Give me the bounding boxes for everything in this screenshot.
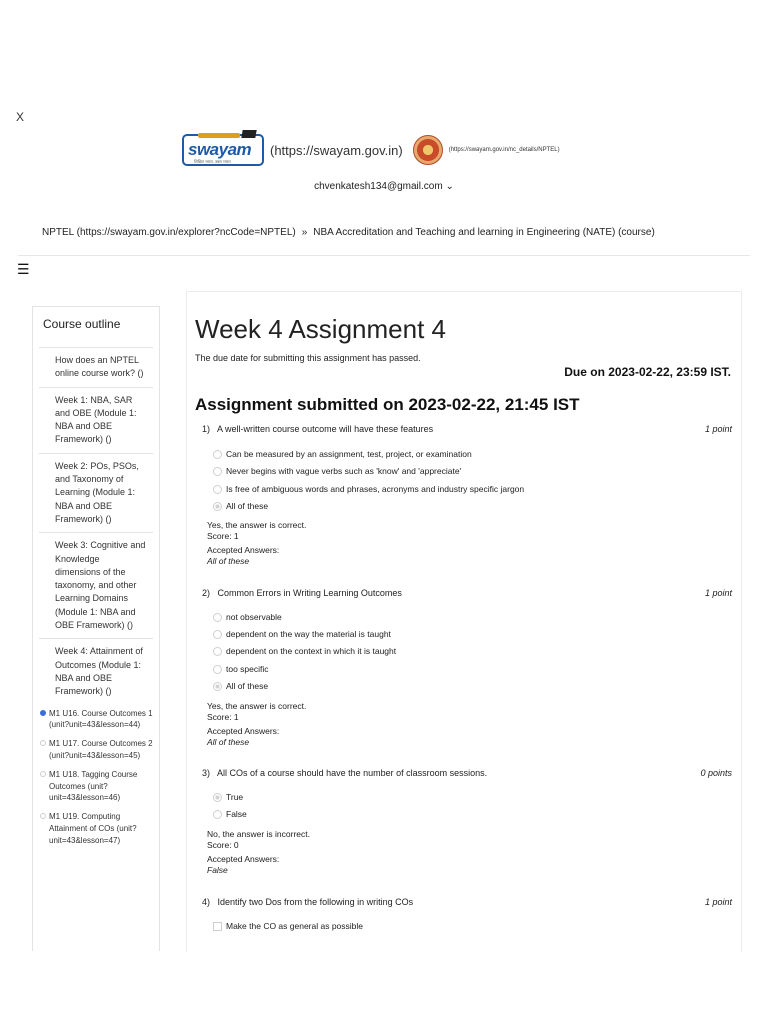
sidebar-subitem-m1-u17[interactable]: [33, 735, 159, 766]
sidebar-subitem-label: M1 U16. Course Outcomes 1 (unit?unit=43&lesson=44): [49, 708, 153, 730]
option-label: too specific: [226, 664, 269, 674]
question-4-header: [202, 897, 732, 907]
radio-icon: [213, 665, 222, 674]
question-3-option-2[interactable]: [213, 809, 247, 819]
answer-score: Score: 0: [207, 840, 239, 850]
sidebar-item-week-1[interactable]: Week 1: NBA, SAR and OBE (Module 1: NBA and OBE Framework) (): [39, 388, 153, 454]
accepted-answer: All of these: [207, 556, 250, 566]
breadcrumb-course[interactable]: NBA Accreditation and Teaching and learning in Engineering (NATE) (course): [313, 227, 655, 238]
course-outline-sidebar: [32, 306, 160, 951]
question-points: 0 points: [700, 768, 732, 778]
swayam-logo-word: swayam: [188, 140, 252, 159]
question-3-header: [202, 768, 732, 778]
option-label: False: [226, 809, 247, 819]
question-points: 1 point: [704, 897, 732, 907]
option-label: Can be measured by an assignment, test, project, or examination: [226, 449, 472, 459]
radio-icon: [213, 647, 222, 656]
question-3-feedback: [207, 829, 310, 876]
unit-dot-icon: [40, 813, 46, 819]
page-title: Week 4 Assignment 4: [195, 314, 446, 344]
question-3-option-1[interactable]: [213, 792, 243, 802]
question-number: 3): [202, 768, 211, 778]
question-2-option-1[interactable]: [213, 612, 282, 622]
radio-selected-icon: [213, 502, 222, 511]
question-text: Common Errors in Writing Learning Outcomes: [217, 588, 402, 598]
course-outline-title: Course outline: [43, 317, 121, 331]
question-2-option-3[interactable]: [213, 646, 396, 656]
answer-result: No, the answer is incorrect.: [207, 829, 310, 839]
radio-icon: [213, 613, 222, 622]
checkbox-icon: [213, 922, 222, 931]
question-1-feedback: [207, 520, 306, 567]
option-label: All of these: [226, 501, 269, 511]
question-2-option-5[interactable]: [213, 681, 268, 691]
option-label: dependent on the context in which it is taught: [226, 646, 397, 656]
breadcrumb: [42, 227, 655, 238]
close-button[interactable]: X: [16, 110, 25, 124]
chevron-down-icon: ⌄: [445, 181, 454, 192]
sidebar-subitem-m1-u16[interactable]: [33, 705, 159, 736]
radio-selected-icon: [213, 793, 222, 802]
question-2-option-2[interactable]: [213, 629, 391, 639]
unit-dot-icon: [40, 740, 46, 746]
header-divider: [18, 255, 750, 256]
sidebar-subitem-m1-u18[interactable]: [33, 766, 159, 808]
nptel-logo[interactable]: [413, 135, 443, 165]
radio-icon: [213, 467, 222, 476]
swayam-logo-band: [198, 133, 240, 138]
sidebar-subitem-label: M1 U19. Computing Attainment of COs (unit?unit=43&lesson=47): [49, 812, 137, 845]
answer-result: Yes, the answer is correct.: [207, 701, 307, 711]
active-unit-dot-icon: [40, 710, 46, 716]
radio-icon: [213, 450, 222, 459]
course-outline-list: [39, 347, 153, 705]
answer-result: Yes, the answer is correct.: [207, 520, 307, 530]
answer-score: Score: 1: [207, 712, 239, 722]
question-number: 2): [202, 588, 211, 598]
user-email: chvenkatesh134@gmail.com: [314, 181, 443, 192]
due-date: Due on 2023-02-22, 23:59 IST.: [564, 365, 731, 379]
user-email-dropdown[interactable]: [314, 181, 454, 192]
option-label: dependent on the way the material is taught: [226, 629, 391, 639]
sidebar-subitem-label: M1 U18. Tagging Course Outcomes (unit?unit=43&lesson=46): [49, 769, 138, 803]
sidebar-item-course-work[interactable]: How does an NPTEL online course work? (): [39, 348, 153, 388]
question-points: 1 point: [704, 424, 732, 434]
answer-score: Score: 1: [207, 531, 239, 541]
option-label: Never begins with vague verbs such as 'know' and 'appreciate': [226, 466, 462, 476]
question-text: All COs of a course should have the number of classroom sessions.: [217, 768, 488, 778]
accepted-answer: All of these: [207, 737, 250, 747]
sidebar-item-week-4[interactable]: Week 4: Attainment of Outcomes (Module 1: NBA and OBE Framework) (): [55, 646, 143, 697]
radio-icon: [213, 630, 222, 639]
breadcrumb-separator: »: [301, 227, 308, 238]
nptel-link[interactable]: (https://swayam.gov.in/nc_details/NPTEL): [448, 147, 560, 153]
question-text: A well-written course outcome will have these features: [217, 424, 434, 434]
question-points: 1 point: [704, 588, 732, 598]
hamburger-menu-icon[interactable]: ☰: [17, 261, 30, 277]
radio-selected-icon: [213, 682, 222, 691]
option-label: True: [226, 792, 244, 802]
option-label: Make the CO as general as possible: [226, 921, 364, 931]
unit-dot-icon: [40, 771, 46, 777]
question-1-header: [202, 424, 732, 434]
assignment-panel: [186, 291, 742, 952]
sidebar-item-week-3[interactable]: Week 3: Cognitive and Knowledge dimensions of the taxonomy, and other Learning Domains (Module 1: NBA and OBE Framework) (): [39, 533, 153, 639]
question-1-option-3[interactable]: [213, 484, 524, 494]
accepted-answers-label: Accepted Answers:: [207, 726, 280, 736]
accepted-answers-label: Accepted Answers:: [207, 854, 280, 864]
option-label: All of these: [226, 681, 269, 691]
question-2-header: [202, 588, 732, 598]
graduation-cap-icon: [241, 130, 256, 138]
sidebar-item-week-2[interactable]: Week 2: POs, PSOs, and Taxonomy of Learning (Module 1: NBA and OBE Framework) (): [39, 454, 153, 533]
option-label: Is free of ambiguous words and phrases, acronyms and industry specific jargon: [226, 484, 525, 494]
option-label: not observable: [226, 612, 282, 622]
breadcrumb-nptel[interactable]: NPTEL (https://swayam.gov.in/explorer?ncCode=NPTEL): [42, 227, 296, 238]
radio-icon: [213, 485, 222, 494]
question-number: 1): [202, 424, 211, 434]
question-4-option-1[interactable]: [213, 921, 363, 931]
submission-status: Assignment submitted on 2023-02-22, 21:45 IST: [195, 395, 580, 414]
swayam-logo-tagline: शिक्षित भारत, उन्नत भारत: [194, 159, 231, 164]
question-2-option-4[interactable]: [213, 664, 269, 674]
swayam-logo[interactable]: [182, 134, 264, 166]
question-2-feedback: [207, 701, 306, 748]
question-1-option-1[interactable]: [213, 449, 472, 459]
swayam-link[interactable]: (https://swayam.gov.in): [270, 142, 403, 158]
question-text: Identify two Dos from the following in writing COs: [217, 897, 414, 907]
accepted-answer: False: [207, 865, 228, 875]
accepted-answers-label: Accepted Answers:: [207, 545, 280, 555]
question-1-option-2[interactable]: [213, 466, 461, 476]
question-number: 4): [202, 897, 211, 907]
radio-icon: [213, 810, 222, 819]
due-date-passed-note: The due date for submitting this assignment has passed.: [195, 353, 421, 363]
header-logos: [182, 132, 560, 168]
sidebar-subitem-label: M1 U17. Course Outcomes 2 (unit?unit=43&lesson=45): [49, 739, 153, 760]
question-1-option-4[interactable]: [213, 501, 268, 511]
sidebar-subitem-m1-u19[interactable]: [33, 808, 159, 850]
user-menu: [0, 181, 768, 192]
